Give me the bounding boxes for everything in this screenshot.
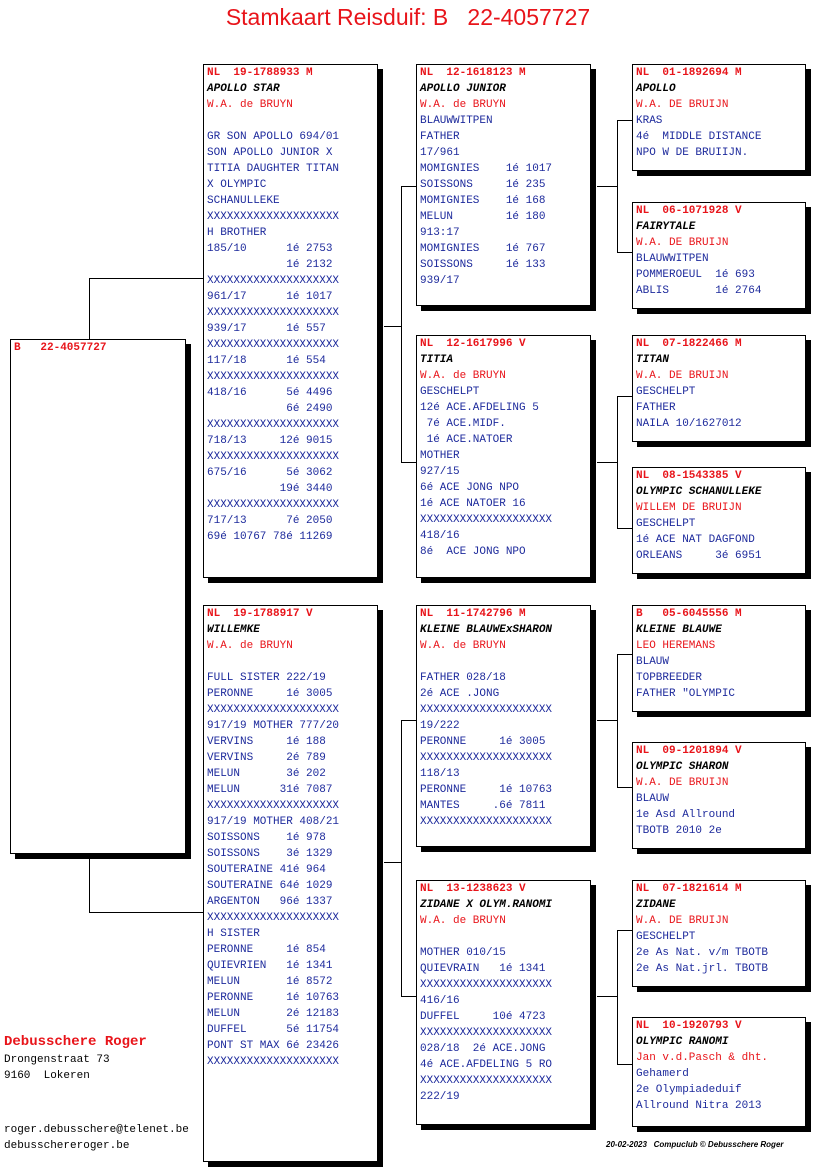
pigeon-name: APOLLO [636,83,676,95]
pigeon-name: OLYMPIC SCHANULLEKE [636,486,762,498]
note-line: 2é ACE .JONG [420,688,500,700]
ring-number: NL 19-1788917 V [207,608,313,620]
note-line: 12é ACE.AFDELING 5 [420,402,539,414]
note-line: 917/19 MOTHER 408/21 [207,816,340,828]
connector-line [89,278,90,339]
sire-card [203,64,378,578]
note-line: DUFFEL 10é 4723 [420,1011,546,1023]
owner-city: 9160 Lokeren [4,1070,90,1082]
connector-line [617,930,618,1064]
note-line: GESCHELPT [636,931,696,943]
note-line: 1é ACE.NATOER [420,434,513,446]
note-line: NAILA 10/1627012 [636,418,742,430]
note-line: XXXXXXXXXXXXXXXXXXXX [207,339,340,351]
note-line: 7é ACE.MIDF. [420,418,506,430]
breeder-name: W.A. DE BRUIJN [636,915,729,927]
pigeon-name: ZIDANE [636,899,676,911]
pigeon-name: TITAN [636,354,670,366]
connector-line [617,120,618,252]
note-line: BLAUWWITPEN [420,115,493,127]
note-line: XXXXXXXXXXXXXXXXXXXX [207,800,340,812]
note-line: GESCHELPT [636,386,696,398]
note-line: VERVINS 2é 789 [207,752,326,764]
pedigree-notes [204,654,377,1070]
note-line: MELUN 3é 202 [207,768,326,780]
note-line: TBOTB 2010 2e [636,825,722,837]
note-line [420,929,590,945]
note-line: MANTES .6é 7811 [420,800,546,812]
note-line: SOUTERAINE 64é 1029 [207,880,333,892]
note-line: 2e As Nat. v/m TBOTB [636,947,769,959]
ring-number: NL 12-1618123 M [420,67,526,79]
connector-line [597,462,617,463]
note-line: DUFFEL 5é 11754 [207,1024,340,1036]
great-grandparent-card [632,467,806,574]
note-line: 69é 10767 78é 11269 [207,531,333,543]
breeder-name: W.A. de BRUYN [207,99,293,111]
connector-line [617,528,632,529]
great-grandparent-card [632,202,806,309]
connector-line [617,654,618,787]
note-line: 913:17 [420,227,460,239]
connector-line [617,1064,632,1065]
note-line: MELUN 1é 8572 [207,976,333,988]
owner-name: Debusschere Roger [4,1034,147,1050]
pedigree-notes [417,929,590,1105]
connector-line [401,996,416,997]
note-line: TITIA DAUGHTER TITAN [207,163,340,175]
note-line: XXXXXXXXXXXXXXXXXXXX [207,371,340,383]
pigeon-name: KLEINE BLAUWE [636,624,722,636]
note-line: MOMIGNIES 1é 767 [420,243,546,255]
note-line: 961/17 1é 1017 [207,291,333,303]
note-line [207,654,377,670]
note-line: XXXXXXXXXXXXXXXXXXXX [207,912,340,924]
ring-number: NL 13-1238623 V [420,883,526,895]
contact-info [4,1124,189,1156]
ring-number: B 22-4057727 [14,342,107,354]
connector-line [597,720,617,721]
great-grandparent-card [632,880,806,987]
note-line: TOPBREEDER [636,672,703,684]
connector-line [384,862,401,863]
pedigree-notes [417,384,590,560]
connector-line [89,278,203,279]
breeder-name: W.A. de BRUYN [420,370,506,382]
pedigree-notes [633,791,805,839]
note-line: 939/17 [420,275,460,287]
note-line: FATHER [420,131,460,143]
note-line: 6é ACE JONG NPO [420,482,520,494]
note-line: 6é 2490 [207,403,333,415]
breeder-name: W.A. DE BRUIJN [636,237,729,249]
note-line: XXXXXXXXXXXXXXXXXXXX [420,1075,553,1087]
great-grandparent-card [632,1017,806,1127]
note-line: XXXXXXXXXXXXXXXXXXXX [207,1056,340,1068]
ring-number: B 05-6045556 M [636,608,742,620]
note-line: PERONNE 1é 3005 [207,688,333,700]
pigeon-name: WILLEMKE [207,624,260,636]
note-line: XXXXXXXXXXXXXXXXXXXX [420,514,553,526]
note-line: ORLEANS 3é 6951 [636,550,762,562]
pedigree-notes [633,654,805,702]
connector-line [597,996,617,997]
note-line: XXXXXXXXXXXXXXXXXXXX [420,979,553,991]
note-line: MELUN 31é 7087 [207,784,333,796]
note-line: MELUN 2é 12183 [207,1008,340,1020]
note-line: 1é ACE NAT DAGFOND [636,534,755,546]
connector-line [89,855,90,912]
pedigree-notes [633,1066,805,1114]
note-line: SOISSONS 1é 133 [420,259,546,271]
note-line: X OLYMPIC [207,179,267,191]
note-line: MOMIGNIES 1é 1017 [420,163,553,175]
subject-card [10,339,186,854]
ring-number: NL 19-1788933 M [207,67,313,79]
connector-line [617,396,632,397]
note-line: 917/19 MOTHER 777/20 [207,720,340,732]
note-line: 118/13 [420,768,460,780]
connector-line [384,326,401,327]
note-line: SCHANULLEKE [207,195,280,207]
note-line: XXXXXXXXXXXXXXXXXXXX [420,752,553,764]
note-line: Allround Nitra 2013 [636,1100,762,1112]
pedigree-notes [633,251,805,299]
note-line: 2e Olympiadeduif [636,1084,742,1096]
owner-address [4,1034,147,1086]
great-grandparent-card [632,335,806,442]
note-line: MELUN 1é 180 [420,211,546,223]
note-line: FATHER "OLYMPIC [636,688,736,700]
connector-line [617,120,632,121]
pedigree-notes [633,929,805,977]
note-line: QUIEVRAIN 1é 1341 [420,963,546,975]
breeder-name: W.A. de BRUYN [207,640,293,652]
note-line: 185/10 1é 2753 [207,243,333,255]
breeder-name: W.A. DE BRUIJN [636,777,729,789]
note-line: SOISSONS 1é 978 [207,832,326,844]
sire-dam-card [416,335,591,578]
ring-number: NL 01-1892694 M [636,67,742,79]
note-line: SOISSONS 3é 1329 [207,848,333,860]
note-line: 4é MIDDLE DISTANCE [636,131,762,143]
note-line: XXXXXXXXXXXXXXXXXXXX [420,1027,553,1039]
ring-number: NL 08-1543385 V [636,470,742,482]
note-line: POMMEROEUL 1é 693 [636,269,755,281]
note-line: 19é 3440 [207,483,333,495]
pigeon-name: KLEINE BLAUWExSHARON [420,624,553,636]
note-line: 718/13 12é 9015 [207,435,333,447]
note-line [207,113,377,129]
note-line: 222/19 [420,1091,460,1103]
note-line: Gehamerd [636,1068,689,1080]
connector-line [401,720,416,721]
dam-dam-card [416,880,591,1125]
connector-line [89,912,203,913]
note-line: 117/18 1é 554 [207,355,326,367]
pigeon-name: FAIRYTALE [636,221,696,233]
note-line: PERONNE 1é 10763 [207,992,340,1004]
note-line: XXXXXXXXXXXXXXXXXXXX [420,816,553,828]
connector-line [401,186,402,462]
pedigree-notes [633,384,805,432]
ring-number: NL 06-1071928 V [636,205,742,217]
breeder-name: WILLEM DE BRUIJN [636,502,742,514]
note-line: KRAS [636,115,663,127]
dam-card [203,605,378,1162]
note-line: XXXXXXXXXXXXXXXXXXXX [207,307,340,319]
connector-line [617,787,632,788]
pigeon-name: ZIDANE X OLYM.RANOMI [420,899,553,911]
pigeon-name: TITIA [420,354,454,366]
ring-number: NL 12-1617996 V [420,338,526,350]
note-line: 927/15 [420,466,460,478]
pedigree-notes [417,113,590,289]
email-link[interactable]: roger.debusschere@telenet.be [4,1124,189,1136]
pedigree-notes [633,113,805,161]
pedigree-notes [417,654,590,830]
ring-number: NL 10-1920793 V [636,1020,742,1032]
note-line: BLAUWWITPEN [636,253,709,265]
breeder-name: W.A. de BRUYN [420,915,506,927]
note-line: PERONNE 1é 854 [207,944,326,956]
pigeon-name: APOLLO JUNIOR [420,83,506,95]
breeder-name: Jan v.d.Pasch & dht. [636,1052,769,1064]
note-line: 1é 2132 [207,259,333,271]
connector-line [617,396,618,528]
note-line: SON APOLLO JUNIOR X [207,147,333,159]
note-line: GESCHELPT [420,386,480,398]
note-line: NPO W DE BRUIIJN. [636,147,749,159]
note-line: XXXXXXXXXXXXXXXXXXXX [207,499,340,511]
footer-credit: 20-02-2023 Compuclub © Debusschere Roger [606,1140,784,1149]
note-line: XXXXXXXXXXXXXXXXXXXX [207,451,340,463]
pigeon-name: APOLLO STAR [207,83,280,95]
note-line: XXXXXXXXXXXXXXXXXXXX [207,275,340,287]
note-line: H SISTER [207,928,260,940]
sire-sire-card [416,64,591,306]
breeder-name: W.A. DE BRUIJN [636,370,729,382]
pigeon-name: OLYMPIC SHARON [636,761,729,773]
note-line: PERONNE 1é 10763 [420,784,553,796]
note-line: QUIEVRIEN 1é 1341 [207,960,333,972]
note-line: 8é ACE JONG NPO [420,546,526,558]
note-line: ARGENTON 96é 1337 [207,896,333,908]
note-line: 939/17 1é 557 [207,323,326,335]
note-line: H BROTHER [207,227,267,239]
note-line: BLAUW [636,656,670,668]
note-line: 1e Asd Allround [636,809,736,821]
note-line: 2e As Nat.jrl. TBOTB [636,963,769,975]
page-title: Stamkaart Reisduif: B 22-4057727 [225,4,591,30]
breeder-name: W.A. DE BRUIJN [636,99,729,111]
connector-line [401,720,402,996]
ring-number: NL 07-1822466 M [636,338,742,350]
note-line: 028/18 2é ACE.JONG [420,1043,546,1055]
note-line: 19/222 [420,720,460,732]
great-grandparent-card [632,64,806,171]
ring-number: NL 07-1821614 M [636,883,742,895]
note-line: MOTHER [420,450,460,462]
note-line: MOMIGNIES 1é 168 [420,195,546,207]
note-line: 17/961 [420,147,460,159]
great-grandparent-card [632,605,806,712]
connector-line [617,654,632,655]
note-line: 717/13 7é 2050 [207,515,333,527]
note-line: 418/16 5é 4496 [207,387,333,399]
note-line: XXXXXXXXXXXXXXXXXXXX [420,704,553,716]
website-link[interactable]: debusschereroger.be [4,1140,130,1152]
note-line: FULL SISTER 222/19 [207,672,326,684]
note-line: FATHER 028/18 [420,672,506,684]
note-line: GR SON APOLLO 694/01 [207,131,340,143]
note-line: 1é ACE NATOER 16 [420,498,526,510]
note-line: 675/16 5é 3062 [207,467,333,479]
connector-line [597,186,617,187]
note-line: 4é ACE.AFDELING 5 RO [420,1059,553,1071]
pedigree-notes [204,113,377,545]
note-line: XXXXXXXXXXXXXXXXXXXX [207,211,340,223]
note-line: BLAUW [636,793,670,805]
note-line: GESCHELPT [636,518,696,530]
ring-number: NL 11-1742796 M [420,608,526,620]
note-line: ABLIS 1é 2764 [636,285,762,297]
note-line [420,654,590,670]
note-line: 418/16 [420,530,460,542]
dam-sire-card [416,605,591,847]
note-line: XXXXXXXXXXXXXXXXXXXX [207,419,340,431]
connector-line [401,186,416,187]
note-line: XXXXXXXXXXXXXXXXXXXX [207,704,340,716]
note-line: PONT ST MAX 6é 23426 [207,1040,340,1052]
note-line: SOISSONS 1é 235 [420,179,546,191]
connector-line [401,462,416,463]
ring-number: NL 09-1201894 V [636,745,742,757]
breeder-name: W.A. de BRUYN [420,99,506,111]
breeder-name: W.A. de BRUYN [420,640,506,652]
connector-line [617,252,632,253]
connector-line [617,930,632,931]
great-grandparent-card [632,742,806,849]
pedigree-notes [633,516,805,564]
note-line: FATHER [636,402,676,414]
note-line: SOUTERAINE 41é 964 [207,864,326,876]
note-line: MOTHER 010/15 [420,947,506,959]
note-line: VERVINS 1é 188 [207,736,326,748]
breeder-name: LEO HEREMANS [636,640,716,652]
note-line: PERONNE 1é 3005 [420,736,546,748]
owner-street: Drongenstraat 73 [4,1054,110,1066]
note-line: 416/16 [420,995,460,1007]
pigeon-name: OLYMPIC RANOMI [636,1036,729,1048]
